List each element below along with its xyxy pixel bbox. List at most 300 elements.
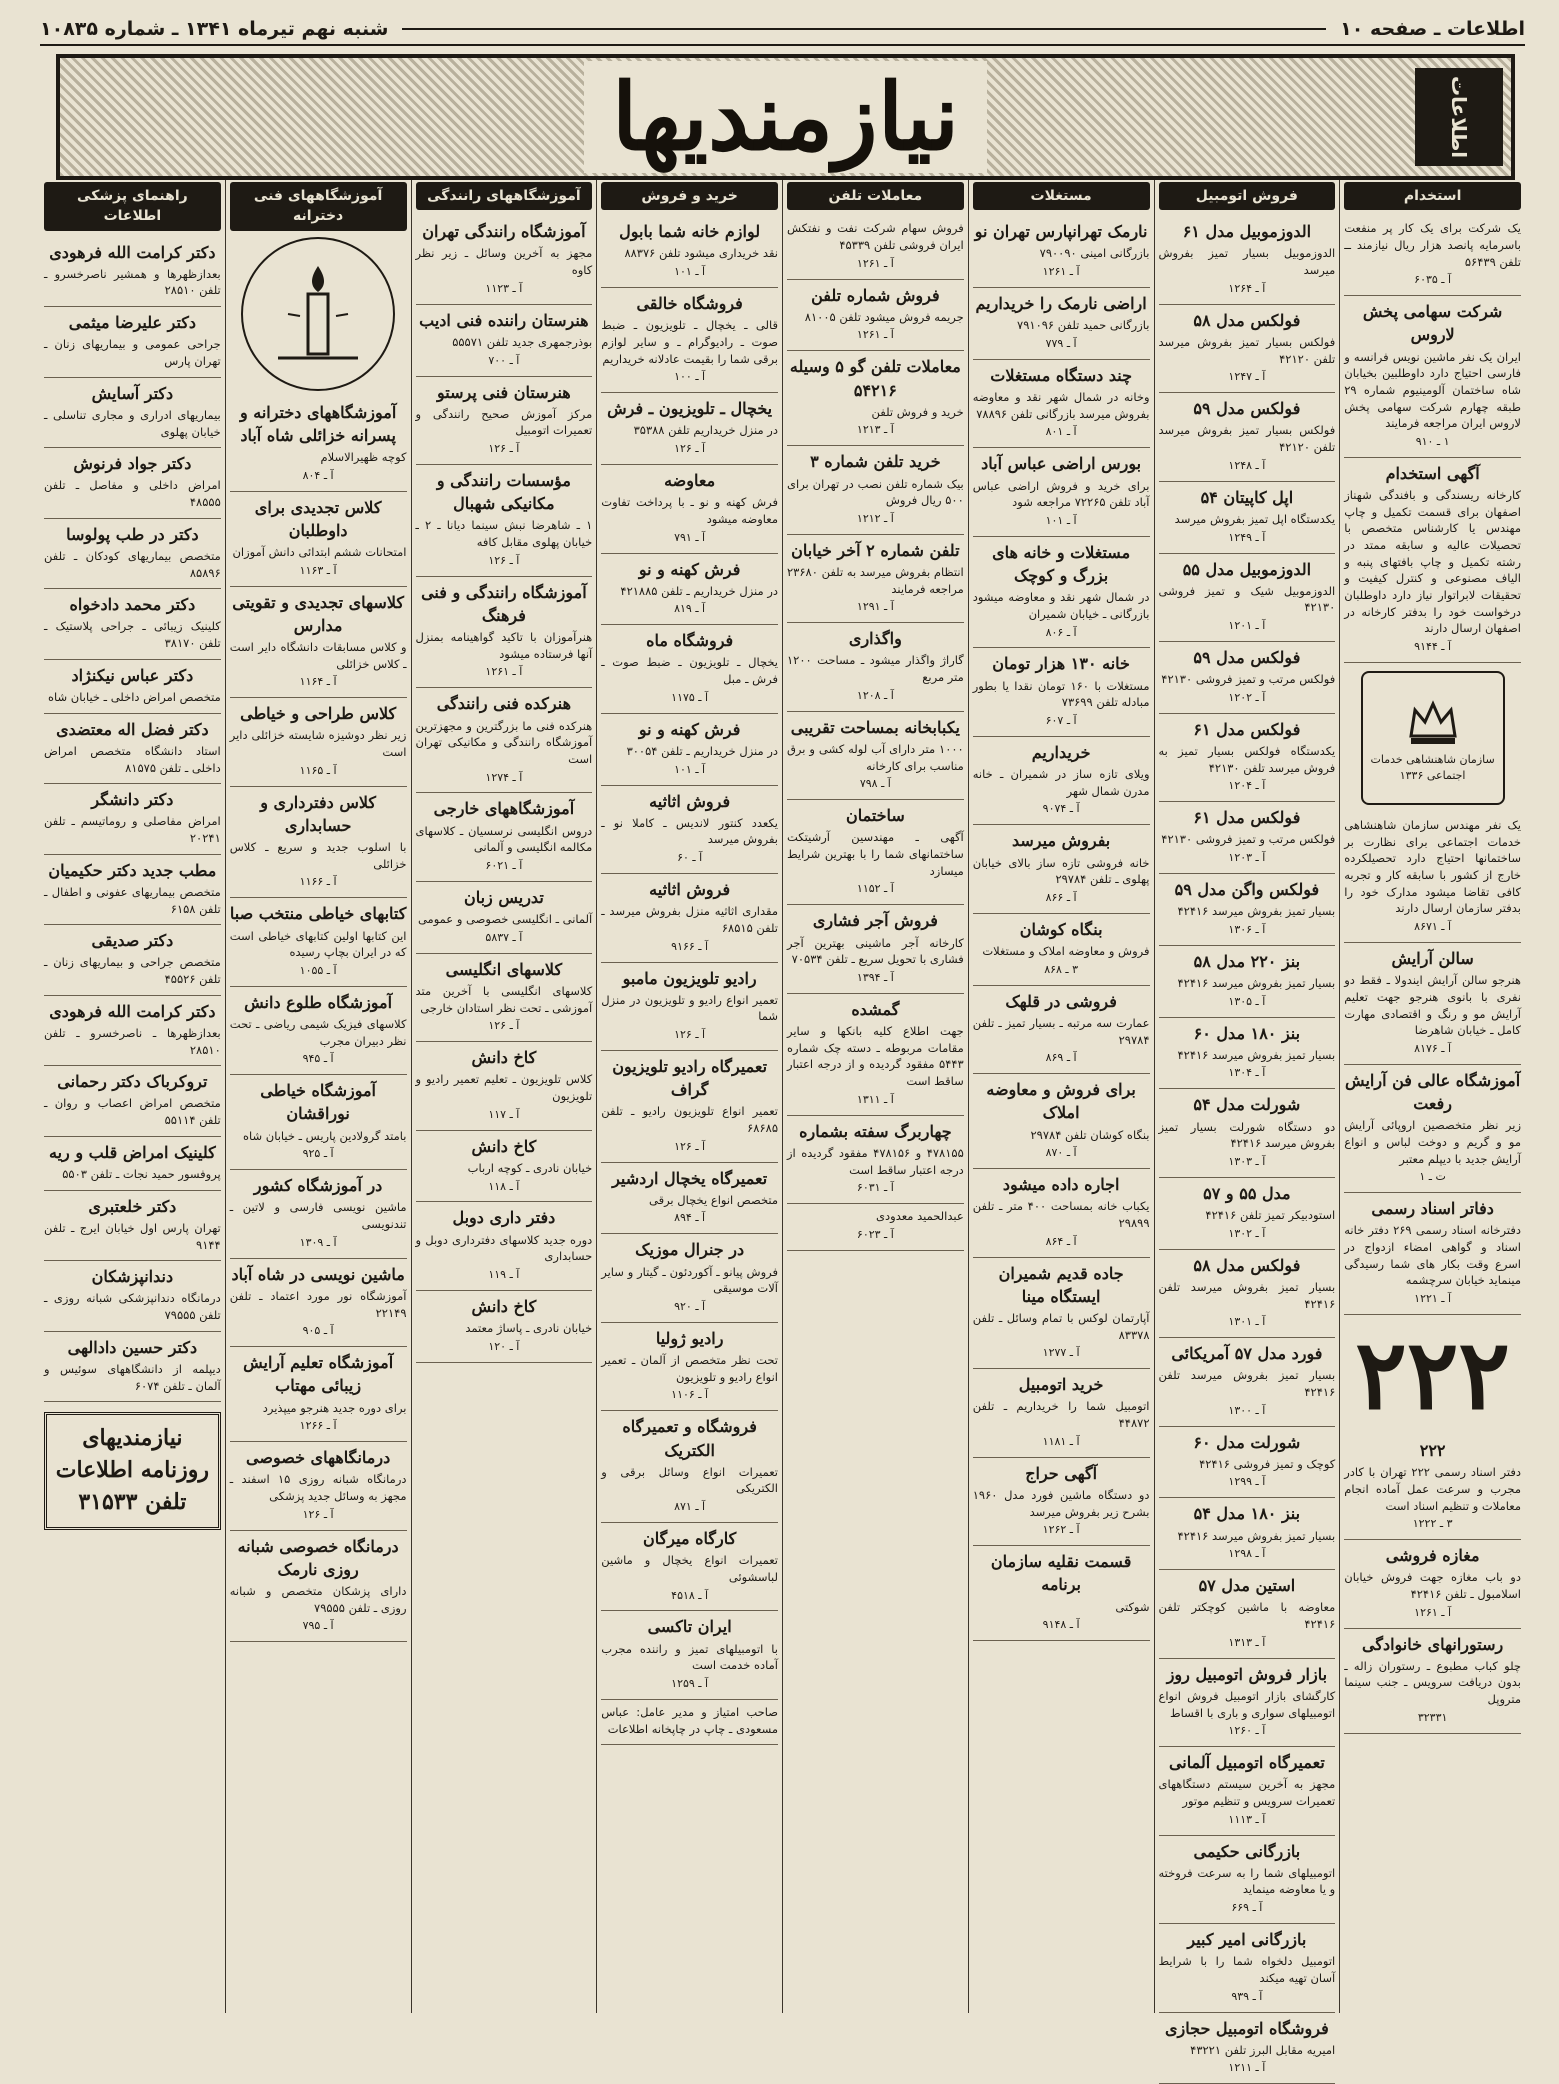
ad-code: آ ـ ۱۰۱ bbox=[674, 265, 706, 279]
ad-heading: درمانگاههای خصوصی bbox=[246, 1448, 391, 1468]
ad-code: آ ـ ۸۶۹ bbox=[1045, 1051, 1077, 1065]
header-rule bbox=[402, 28, 1326, 30]
ad-code: آ ـ ۱۳۰۴ bbox=[1228, 1066, 1266, 1080]
ad-code: آ ـ ۱۲۶۱ bbox=[1042, 265, 1080, 279]
ad-heading: در آموزشگاه کشور bbox=[253, 1176, 383, 1196]
ad-body: فروش سهام شرکت نفت و نفتکش ایران فروشی تلفن ۴۵۳۳۹ bbox=[787, 221, 964, 252]
ad-heading: خرید اتومبیل bbox=[1018, 1375, 1104, 1395]
page-header bbox=[40, 14, 1525, 46]
ad-code: آ ـ ۱۲۹۸ bbox=[1228, 1547, 1266, 1561]
ad-heading: دکتر آسایش bbox=[91, 383, 174, 403]
ad-heading: الدوزموبیل مدل ۵۵ bbox=[1182, 559, 1312, 579]
classified-ad bbox=[787, 446, 964, 534]
ad-body: چلو کباب مطبوع ـ رستوران زاله ـ بدون دریافت سرویس ـ جنب سینما متروپل bbox=[1344, 1658, 1521, 1707]
ad-body: در منزل خریداریم ـ تلفن ۴۲۱۸۸۵ bbox=[620, 583, 778, 598]
classified-ad bbox=[601, 1700, 778, 1745]
ad-body: امتحانات ششم ابتدائی دانش آموزان bbox=[232, 544, 407, 559]
ad-body: هنرجو سالن آرایش ایندولا ـ فقط دو نفری با بانوی هنرجو جهت تعلیم آرایش مو و رنگ و اقتصادی مهارت کامل ـ خیابان شاهرضا bbox=[1344, 973, 1521, 1038]
classified-ad bbox=[787, 1116, 964, 1204]
ad-code: آ ـ ۱۲۹۹ bbox=[1228, 1475, 1266, 1489]
classified-ad bbox=[44, 714, 221, 785]
ad-body: بامتد گرولادین پاریس ـ خیابان شاه bbox=[242, 1128, 407, 1143]
ad-heading: دکتر خلعتبری bbox=[88, 1196, 177, 1216]
classified-ad bbox=[601, 216, 778, 288]
ad-code: آ ـ ۸۶۷۱ bbox=[1414, 920, 1452, 934]
ad-body: کلاسهای فیزیک شیمی ریاضی ـ تحت نظر دبیران مجرب bbox=[229, 1017, 407, 1048]
ad-body: تعمیر انواع رادیو و تلویزیون در منزل شما bbox=[601, 992, 778, 1024]
ad-code: آ ـ ۱۲۶ bbox=[488, 1019, 520, 1033]
ad-heading: بازرگانی امیر کبیر bbox=[1187, 1930, 1307, 1950]
classified-ad bbox=[1159, 802, 1336, 874]
classified-ad bbox=[601, 714, 778, 786]
classified-ad bbox=[1344, 1065, 1521, 1193]
classified-ad bbox=[787, 623, 964, 711]
ads-list bbox=[44, 237, 221, 1403]
classified-ad bbox=[601, 786, 778, 874]
classified-ad bbox=[601, 1323, 778, 1411]
ad-code: آ ـ ۱۱۶۵ bbox=[299, 763, 337, 777]
ad-code: آ ـ ۷۰۰ bbox=[488, 353, 520, 367]
ad-code: آ ـ ۶۰۲۱ bbox=[485, 859, 523, 873]
ad-body: متخصص بیماریهای عفونی و اطفال ـ تلفن ۶۱۵۸ bbox=[44, 884, 221, 916]
ad-body: خانه فروشی تازه ساز بالای خیابان پهلوی ـ تلفن ۲۹۷۸۴ bbox=[972, 855, 1150, 887]
ad-heading: قسمت نقلیه سازمان برنامه bbox=[990, 1552, 1132, 1595]
ad-code: آ ـ ۶۰ bbox=[677, 851, 703, 865]
ad-code: آ ـ ۱۲۶ bbox=[674, 442, 706, 456]
ad-code: آ ـ ۱۱۶۶ bbox=[299, 875, 337, 889]
ad-heading: شورلت مدل ۶۰ bbox=[1193, 1432, 1301, 1452]
ad-code: آ ـ ۱۳۰۲ bbox=[1228, 1226, 1266, 1240]
ad-body: و کلاس مسابقات دانشگاه دایر است ـ کلاس خزائلی bbox=[229, 639, 407, 671]
ad-heading: معاوضه bbox=[664, 471, 716, 491]
ad-body: دو دستگاه شورلت بسیار تمیز بفروش میرسد ۴۲۴۱۶ bbox=[1158, 1119, 1336, 1151]
masthead-brand: اطلاعات bbox=[1415, 68, 1503, 166]
ad-code: آ ـ ۱۲۴۷ bbox=[1228, 370, 1266, 384]
classified-ad bbox=[601, 1611, 778, 1699]
column-real-estate bbox=[968, 180, 1154, 2013]
ad-body: کارخانه ریسندگی و بافندگی شهناز اصفهان برای قسمت تکمیل و چاپ مهندس یا کارشناس متخصص با تحصیلات عالیه و سابقه ممتد در رشته تکمیل و چاپ بافتهای پنبه و الیاف مصنوعی و کنترل کیفیت و تحقیقات لابراتوار نیاز دارد داوطلبان درخواست خود را بدفتر کارخانه در اصفهان ارسال دارند bbox=[1344, 488, 1521, 636]
classified-ad bbox=[973, 1169, 1150, 1257]
classified-ad bbox=[973, 1258, 1150, 1370]
ad-heading: فولکس مدل ۶۱ bbox=[1193, 719, 1301, 739]
ad-heading: بازار فروش اتومبیل روز bbox=[1166, 1664, 1328, 1684]
column-heading: خرید و فروش bbox=[601, 182, 778, 210]
classifieds-phone-box bbox=[44, 1412, 221, 1530]
ad-code: آ ـ ۱۲۰۳ bbox=[1228, 851, 1266, 865]
classified-ad bbox=[1159, 1498, 1336, 1570]
ad-heading: فروشگاه و تعمیرگاه الکتریک bbox=[622, 1417, 757, 1460]
ad-body: مستغلات با ۱۶۰ تومان نقدا یا بطور مبادله تلفن ۷۳۶۹۹ bbox=[972, 678, 1150, 710]
ad-code: آ ـ ۱۰۱ bbox=[674, 762, 706, 776]
ad-heading: فولکس مدل ۵۹ bbox=[1193, 399, 1301, 419]
ad-heading: هنرکده فنی رانندگی bbox=[436, 694, 571, 714]
ads-list bbox=[1344, 216, 1521, 1733]
classified-ad bbox=[44, 1332, 221, 1403]
ad-code: آ ـ ۱۲۱۳ bbox=[856, 423, 894, 437]
classified-ad bbox=[1159, 1570, 1336, 1658]
classified-ad bbox=[1344, 296, 1521, 458]
ad-heading: تعمیرگاه یخچال اردشیر bbox=[612, 1168, 768, 1188]
classified-ad bbox=[1159, 216, 1336, 304]
ad-heading: آموزشگاه خیاطی نوراقشان bbox=[260, 1081, 376, 1124]
classified-ad bbox=[416, 1131, 593, 1203]
ad-code: ۳ ـ ۱۲۲۲ bbox=[1412, 1517, 1453, 1531]
ad-body: بیک شماره تلفن نصب در تهران برای ۵۰۰ ریال فروش bbox=[787, 476, 964, 508]
ad-heading: کاخ دانش bbox=[471, 1048, 537, 1068]
ad-body: استودبیکر تمیز تلفن ۴۲۴۱۶ bbox=[1205, 1208, 1336, 1223]
classified-ad bbox=[787, 712, 964, 800]
classified-ad bbox=[973, 537, 1150, 649]
ad-code: آ ـ ۸۱۷۶ bbox=[1414, 1041, 1452, 1055]
ad-heading: دکتر عباس نیکنژاد bbox=[71, 665, 194, 685]
ad-body: بیماریهای ادراری و مجاری تناسلی ـ خیابان پهلوی bbox=[44, 407, 221, 439]
ad-code: آ ـ ۱۲۶ bbox=[488, 442, 520, 456]
classified-ad bbox=[230, 492, 407, 587]
classified-ad bbox=[601, 963, 778, 1051]
classified-ad bbox=[601, 554, 778, 626]
ad-heading: آگهی استخدام bbox=[1385, 463, 1480, 483]
classified-ad bbox=[44, 1137, 221, 1191]
classified-ad bbox=[973, 360, 1150, 448]
classified-ad bbox=[416, 882, 593, 954]
ad-heading: بازرگانی حکیمی bbox=[1193, 1841, 1301, 1861]
ad-heading: استین مدل ۵۷ bbox=[1198, 1576, 1296, 1596]
classified-ad bbox=[601, 625, 778, 713]
ad-heading: کلاسهای انگلیسی bbox=[445, 959, 563, 979]
masthead-title: نیازمندیها bbox=[584, 61, 987, 173]
classified-ad bbox=[1344, 1435, 1521, 1540]
ad-code: آ ـ ۱۳۰۵ bbox=[1228, 994, 1266, 1008]
ad-code: آ ـ ۱۰۰ bbox=[674, 370, 706, 384]
classified-ad bbox=[416, 1042, 593, 1130]
ad-body: هنرکده فنی ما بزرگترین و مجهزترین آموزشگاه رانندگی و مکانیکی تهران است bbox=[415, 718, 593, 766]
classified-ad bbox=[1159, 1178, 1336, 1250]
ad-code: ۳ ـ ۸۶۸ bbox=[1044, 962, 1079, 976]
ad-body: تعمیر انواع تلویزیون رادیو ـ تلفن ۶۸۶۸۵ bbox=[601, 1104, 778, 1136]
classified-ad bbox=[230, 587, 407, 699]
classified-ad bbox=[1159, 642, 1336, 714]
ad-code: آ ـ ۶۶۹ bbox=[1231, 1901, 1263, 1915]
ad-body: خیابان نادری ـ کوچه ارباب bbox=[467, 1160, 593, 1175]
ad-heading: آموزشگاه طلوع دانش bbox=[244, 992, 393, 1012]
crest-caption: سازمان شاهنشاهی خدمات اجتماعی ۱۳۳۶ bbox=[1370, 753, 1495, 783]
ad-heading: خرید تلفن شماره ۳ bbox=[810, 452, 941, 472]
ad-body: خرید و فروش تلفن bbox=[871, 404, 964, 419]
ad-heading: درمانگاه خصوصی شبانه روزی نارمک bbox=[237, 1536, 399, 1579]
ad-code: آ ـ ۱۲۵۹ bbox=[671, 1677, 709, 1691]
classified-ad bbox=[973, 825, 1150, 913]
ad-body: کارخانه آجر ماشینی بهترین آجر فشاری با تحویل سریع ـ تلفن ۷۰۵۳۴ bbox=[787, 935, 964, 967]
ad-code: آ ـ ۱۲۶۱ bbox=[1414, 1605, 1452, 1619]
classified-ad bbox=[787, 535, 964, 623]
classified-ad bbox=[416, 1291, 593, 1363]
ad-body: پروفسور حمید نجات ـ تلفن ۵۵۰۳ bbox=[62, 1167, 221, 1182]
ad-body: با اتومبیلهای تمیز و راننده مجرب آماده خدمت است bbox=[601, 1641, 778, 1673]
classified-ad bbox=[787, 1204, 964, 1251]
ad-heading: فولکس مدل ۵۹ bbox=[1193, 647, 1301, 667]
ad-heading: آموزشگاه تعلیم آرایش زیبائی مهتاب bbox=[243, 1353, 394, 1396]
ad-heading: مدل ۵۵ و ۵۷ bbox=[1203, 1183, 1291, 1203]
ad-body: بازرگانی حمید تلفن ۷۹۱۰۹۶ bbox=[1017, 318, 1150, 333]
ad-code: آ ـ ۸۷۱ bbox=[674, 1500, 706, 1514]
ad-body: متخصص امراض اعصاب و روان ـ تلفن ۵۵۱۱۴ bbox=[44, 1096, 221, 1128]
ad-body: تهران پارس اول خیابان ایرج ـ تلفن ۹۱۴۴ bbox=[44, 1220, 221, 1252]
classified-ad bbox=[1159, 1338, 1336, 1426]
ad-code: آ ـ ۷۷۹ bbox=[1045, 336, 1077, 350]
ad-heading: شورلت مدل ۵۴ bbox=[1193, 1095, 1301, 1115]
ad-code: آ ـ ۱۲۰۸ bbox=[856, 688, 894, 702]
ad-code: آ ـ ۱۳۰۰ bbox=[1228, 1403, 1266, 1417]
ad-code: آ ـ ۹۴۵ bbox=[302, 1052, 334, 1066]
ad-code: آ ـ ۱۱۶۳ bbox=[299, 563, 337, 577]
ad-heading: الدوزموبیل مدل ۶۱ bbox=[1182, 222, 1312, 242]
ad-heading: فورد مدل ۵۷ آمریکائی bbox=[1171, 1344, 1323, 1364]
ads-list bbox=[230, 397, 407, 1643]
classified-ad bbox=[601, 1523, 778, 1611]
ad-code: آ ـ ۷۹۵ bbox=[302, 1619, 334, 1633]
column-heading: فروش اتومبیل bbox=[1159, 182, 1336, 210]
ad-code: آ ـ ۱۲۶۰ bbox=[1228, 1724, 1266, 1738]
classified-ad bbox=[416, 1202, 593, 1290]
ad-code: ۳۲۳۳۱ bbox=[1417, 1710, 1448, 1724]
ad-code: آ ـ ۱۲۶ bbox=[674, 1028, 706, 1042]
classified-ad bbox=[1344, 1629, 1521, 1734]
ad-body: بوذرجمهری جدید تلفن ۵۵۵۷۱ bbox=[452, 334, 593, 349]
ad-code: آ ـ ۱۱۸ bbox=[488, 1179, 520, 1193]
ad-heading: فولکس مدل ۵۸ bbox=[1193, 1255, 1301, 1275]
classified-ad bbox=[973, 1458, 1150, 1546]
ad-code: آ ـ ۱۲۶۴ bbox=[1228, 281, 1266, 295]
ad-body: دوره جدید کلاسهای دفترداری دوبل و حسابداری bbox=[415, 1232, 593, 1264]
ad-body: معاوضه با ماشین کوچکتر تلفن ۴۲۴۱۶ bbox=[1158, 1600, 1336, 1632]
classified-ad bbox=[1159, 946, 1336, 1018]
ad-code: آ ـ ۱۲۶ bbox=[674, 1139, 706, 1153]
classified-ad bbox=[1344, 1193, 1521, 1315]
classified-ad bbox=[230, 1259, 407, 1347]
ad-code: آ ـ ۱۲۲۱ bbox=[1414, 1292, 1452, 1306]
ad-heading: کاخ دانش bbox=[471, 1136, 537, 1156]
ad-code: آ ـ ۱۲۹۱ bbox=[856, 600, 894, 614]
ad-code: آ ـ ۱۱۷ bbox=[488, 1107, 520, 1121]
classified-ad bbox=[1159, 2013, 1336, 2084]
ad-heading: مطب جدید دکتر حکیمیان bbox=[48, 860, 217, 880]
ad-code: آ ـ ۱۱۲۳ bbox=[485, 281, 523, 295]
ad-code: آ ـ ۱۰۵۵ bbox=[299, 963, 337, 977]
ad-heading: رادیو ژولیا bbox=[655, 1328, 724, 1348]
ad-body: متخصص بیماریهای کودکان ـ تلفن ۸۵۸۹۶ bbox=[44, 548, 221, 580]
classified-ad bbox=[44, 925, 221, 996]
classified-ad bbox=[230, 397, 407, 492]
ad-heading: آموزشگاههای خارجی bbox=[433, 799, 575, 819]
ad-heading: هنرستان فنی پرستو bbox=[437, 382, 571, 402]
classified-ad bbox=[44, 237, 221, 308]
ad-body: تعمیرات انواع وسائل برقی و الکتریکی bbox=[601, 1464, 778, 1496]
ad-body: آگهی ـ مهندسین آرشیتکت ساختمانهای شما را با بهترین شرایط میسازد bbox=[787, 830, 964, 878]
ad-code: آ ـ ۱۳۰۱ bbox=[1228, 1315, 1266, 1329]
header-page-label: اطلاعات ـ صفحه ۱۰ bbox=[1340, 18, 1525, 40]
ad-heading: فروش آجر فشاری bbox=[812, 911, 938, 931]
classified-ad bbox=[44, 660, 221, 714]
ad-body: ماشین نویسی فارسی و لاتین ـ تندنویسی bbox=[229, 1200, 407, 1232]
ad-body: بسیار تمیز بفروش میرسد ۴۲۴۱۶ bbox=[1177, 976, 1336, 991]
ad-heading: خریداریم bbox=[1031, 742, 1091, 762]
ad-body: درمانگاه شبانه روزی ۱۵ اسفند ـ مجهز به وسائل جدید پزشکی bbox=[229, 1472, 407, 1504]
ad-heading: مستغلات و خانه های بزرگ و کوچک bbox=[992, 542, 1131, 586]
ad-body: خیابان نادری ـ پاساژ معتمد bbox=[465, 1321, 593, 1336]
organization-crest bbox=[1361, 671, 1505, 805]
classified-ad bbox=[1159, 1089, 1336, 1177]
ad-code: آ ـ ۹۳۹ bbox=[1231, 1989, 1263, 2003]
ad-body: دو باب مغازه جهت فروش خیابان اسلامبول ـ تلفن ۴۲۴۱۶ bbox=[1344, 1570, 1521, 1602]
ad-body: امراض داخلی و مفاصل ـ تلفن ۴۸۵۵۵ bbox=[44, 478, 221, 510]
ad-heading: فروشگاه خالقی bbox=[636, 294, 743, 314]
ad-body: بسیار تمیز بفروش میرسد تلفن ۴۲۴۱۶ bbox=[1158, 1368, 1336, 1400]
ad-heading: فولکس مدل ۶۱ bbox=[1193, 808, 1301, 828]
ad-body: مقداری اثاثیه منزل بفروش میرسد ـ تلفن ۶۸۵۱۵ bbox=[601, 904, 778, 935]
ad-body: جریمه فروش میشود تلفن ۸۱۰۰۵ bbox=[804, 309, 964, 324]
classified-ad bbox=[44, 855, 221, 926]
classified-ad bbox=[973, 1369, 1150, 1457]
ad-body: جراحی عمومی و بیماریهای زنان ـ تهران پارس bbox=[44, 337, 221, 368]
ad-heading: دکتر علیرضا میثمی bbox=[68, 313, 197, 333]
ad-body: ایران یک نفر ماشین نویس فرانسه و فارسی احتیاج دارد داوطلبین بخیابان شاه ساختمان آلومینیوم شماره ۲۹ طبقه چهارم شرکت سهامی پخش لاروس ایران مراجعه فرمایند bbox=[1344, 349, 1521, 431]
classified-ad bbox=[973, 986, 1150, 1074]
ad-heading: تدریس زبان bbox=[463, 887, 544, 907]
ad-body: بسیار تمیز بفروش میرسد تلفن ۴۲۴۱۶ bbox=[1158, 1279, 1336, 1311]
ads-list bbox=[973, 216, 1150, 1641]
classified-ad bbox=[973, 216, 1150, 288]
ad-code: آ ـ ۹۱۴۴ bbox=[1414, 640, 1452, 654]
column-girls-technical bbox=[225, 180, 411, 2013]
classified-ad bbox=[973, 648, 1150, 736]
classified-ad bbox=[44, 378, 221, 449]
ad-code: آ ـ ۸۰۱ bbox=[1045, 425, 1077, 439]
classified-ad bbox=[601, 393, 778, 465]
ad-body: بازرگانی امینی ۷۹۰۰۹۰ bbox=[1039, 246, 1150, 261]
ad-body: برای خرید و فروش اراضی عباس آباد تلفن ۷۲۲۶۵ مراجعه شود bbox=[972, 478, 1150, 510]
classified-ad bbox=[44, 448, 221, 519]
ad-body: یکعدد کنتور لاندیس ـ کاملا نو ـ بفروش میرسد bbox=[601, 815, 778, 847]
ad-heading: مغازه فروشی bbox=[1385, 1546, 1480, 1566]
ad-heading: ۲۲۲ bbox=[1419, 1441, 1446, 1461]
ad-body: الدوزموبیل بسیار تمیز بفروش میرسد bbox=[1158, 246, 1336, 278]
ad-code: آ ـ ۱۳۰۹ bbox=[299, 1235, 337, 1249]
ad-body: گاراژ واگذار میشود ـ مساحت ۱۲۰۰ متر مربع bbox=[787, 653, 964, 685]
ad-code: آ ـ ۱۲۶۱ bbox=[485, 665, 523, 679]
ad-heading: شرکت سهامی پخش لاروس bbox=[1362, 302, 1503, 345]
column-heading: مستغلات bbox=[973, 182, 1150, 210]
ad-heading: یخچال ـ تلویزیون ـ فرش bbox=[607, 399, 773, 419]
ad-body: دروس انگلیسی نرسسیان ـ کلاسهای مکالمه انگلیسی و آلمانی bbox=[415, 823, 593, 855]
column-buy-sell bbox=[596, 180, 782, 2013]
ad-body: مجهز به آخرین وسائل ـ زیر نظر کاوه bbox=[415, 246, 593, 278]
ad-body: زیر نظر دوشیزه شایسته خزائلی دایر است bbox=[229, 728, 407, 760]
classified-ad bbox=[1344, 813, 1521, 943]
ad-body: یک شرکت برای یک کار پر منفعت باسرمایه پانصد هزار ریال نیازمند ــ تلفن ۵۶۴۳۹ bbox=[1344, 221, 1521, 269]
column-medical-guide bbox=[40, 180, 225, 2013]
ad-body: متخصص جراحی و بیماریهای زنان ـ تلفن ۴۵۵۲۶ bbox=[44, 955, 221, 987]
ad-code: آ ـ ۶۰۷ bbox=[1045, 714, 1077, 728]
ad-code: آ ـ ۵۸۳۷ bbox=[485, 930, 523, 944]
ad-code: آ ـ ۱۱۵۲ bbox=[856, 882, 894, 896]
ad-heading: فرش کهنه و نو bbox=[638, 559, 741, 579]
ad-body: آپارتمان لوکس با تمام وسائل ـ تلفن ۸۳۳۷۸ bbox=[972, 1310, 1150, 1342]
classified-ad bbox=[416, 216, 593, 304]
ad-code: آ ـ ۱۱۹ bbox=[488, 1268, 520, 1282]
ad-code: آ ـ ۱۱۱۳ bbox=[1228, 1812, 1266, 1826]
classified-ad bbox=[601, 288, 778, 393]
ad-heading: دکتر دانشگر bbox=[91, 790, 174, 810]
ad-code: آ ـ ۱۳۰۶ bbox=[1228, 922, 1266, 936]
classified-ad bbox=[1159, 1924, 1336, 2012]
ad-heading: دکتر فضل اله معتضدی bbox=[56, 719, 209, 739]
ad-code: آ ـ ۹۰۷۴ bbox=[1042, 802, 1080, 816]
ad-code: آ ـ ۶۰۲۳ bbox=[856, 1227, 894, 1241]
ad-heading: کارگاه میرگان bbox=[643, 1529, 737, 1549]
ad-heading: اجاره داده میشود bbox=[1002, 1175, 1120, 1195]
ad-body: برای دوره جدید هنرجو میپذیرد bbox=[262, 1400, 407, 1415]
ad-heading: لوازم خانه شما بابول bbox=[619, 222, 761, 242]
ad-heading: دکتر حسین دادالهی bbox=[67, 1337, 198, 1357]
classified-ad bbox=[787, 280, 964, 352]
ad-code: آ ـ ۱۱۶۴ bbox=[299, 675, 337, 689]
classified-ad bbox=[230, 698, 407, 786]
classified-ad bbox=[1344, 1540, 1521, 1628]
ad-code: آ ـ ۹۲۰ bbox=[674, 1299, 706, 1313]
classified-ad bbox=[44, 784, 221, 855]
ad-heading: کلاسهای تجدیدی و تقویتی مدارس bbox=[232, 592, 404, 635]
ad-body: آموزشگاه نور مورد اعتماد ـ تلفن ۲۲۱۴۹ bbox=[229, 1288, 407, 1320]
ad-body: بنگاه کوشان تلفن ۲۹۷۸۴ bbox=[1030, 1127, 1150, 1142]
ad-heading: دکتر کرامت الله فرهودی bbox=[49, 242, 216, 262]
classified-ad bbox=[1159, 482, 1336, 554]
ad-code: آ ـ ۸۶۶ bbox=[1045, 890, 1077, 904]
classified-ad bbox=[416, 577, 593, 689]
column-car-sales bbox=[1154, 180, 1340, 2075]
column-heading: معاملات تلفن bbox=[787, 182, 964, 210]
ad-body: عمارت سه مرتبه ـ بسیار تمیز ـ تلفن ۲۹۷۸۴ bbox=[972, 1015, 1150, 1047]
ad-body: استاد دانشگاه متخصص امراض داخلی ـ تلفن ۸۱۵۷۵ bbox=[44, 743, 221, 775]
ad-code: ت ـ ۱ bbox=[1419, 1170, 1446, 1184]
ad-heading: خانه ۱۳۰ هزار تومان bbox=[992, 654, 1130, 674]
ad-code: آ ـ ۹۲۵ bbox=[302, 1147, 334, 1161]
ad-body: اتومبیل شما را خریداریم ـ تلفن ۴۴۸۷۲ bbox=[972, 1399, 1150, 1431]
ad-body: کلاس تلویزیون ـ تعلیم تعمیر رادیو و تلویزیون bbox=[415, 1072, 593, 1104]
ad-code: آ ـ ۱۲۷۷ bbox=[1042, 1346, 1080, 1360]
classified-ad bbox=[1159, 393, 1336, 481]
classified-ad bbox=[230, 1075, 407, 1170]
classified-ad bbox=[44, 1261, 221, 1332]
ad-body: تعمیرات انواع یخچال و ماشین لباسشوئی bbox=[601, 1553, 778, 1584]
ad-body: ۱۰۰۰ متر دارای آب لوله کشی و برق مناسب برای کارخانه bbox=[787, 741, 964, 773]
classified-ad bbox=[44, 589, 221, 660]
ad-heading: آموزشگاههای دخترانه و پسرانه خزائلی شاه آباد bbox=[239, 402, 397, 445]
ad-code: آ ـ ۷۹۱ bbox=[674, 530, 706, 544]
classified-ad bbox=[787, 800, 964, 905]
classified-ad bbox=[230, 898, 407, 986]
ads-list bbox=[416, 216, 593, 1362]
ad-code: آ ـ ۱۲۶۱ bbox=[856, 328, 894, 342]
ad-body: زیر نظر متخصصین اروپائی آرایش مو و گریم و دوخت لباس و انواع آرایش جدید با دیپلم معتبر bbox=[1344, 1118, 1521, 1166]
ad-heading: معاملات تلفن گو ۵ وسیله ۵۴۲۱۶ bbox=[789, 357, 961, 400]
ad-body: فولکس بسیار تمیز بفروش میرسد تلفن ۴۲۱۲۰ bbox=[1158, 334, 1336, 366]
ad-body: اتومبیل دلخواه شما را با شرایط آسان تهیه میکند bbox=[1158, 1954, 1336, 1985]
ad-body: شوکتی bbox=[1115, 1599, 1150, 1614]
ad-body: کلاسهای انگلیسی با آخرین متد آموزشی ـ تحت نظر استادان خارجی bbox=[415, 983, 593, 1015]
ad-heading: فروشی در قلهک bbox=[1005, 991, 1117, 1011]
ad-body: این کتابها اولین کتابهای خیاطی است که در ایران بچاپ رسیده bbox=[229, 928, 407, 960]
ad-body: در منزل خریداریم تلفن ۳۵۳۸۸ bbox=[633, 423, 778, 438]
